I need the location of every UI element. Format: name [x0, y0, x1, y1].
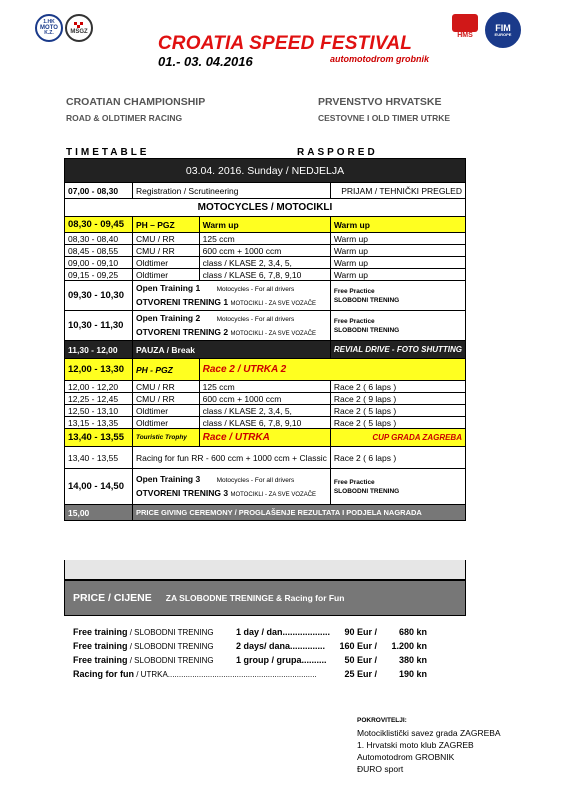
open1-time: 09,30 - 10,30: [65, 281, 133, 311]
tt-head-note: CUP GRADA ZAGREBA: [330, 429, 465, 447]
open2-sub: Motocycles - For all drivers: [216, 315, 295, 323]
warmup-head-note: Warm up: [330, 217, 465, 233]
price-header-left: PRICE / CIJENE: [73, 592, 152, 604]
open2-note-en: Free Practice: [333, 317, 375, 325]
raspored-label: RASPORED: [297, 147, 378, 158]
registration-label-hr: PRIJAM / TEHNIČKI PREGLED: [330, 183, 465, 199]
open3-note-en: Free Practice: [333, 478, 375, 486]
open1-sub-hr: MOTOCIKLI - ZA SVE VOZAČE: [230, 300, 317, 307]
open2-desc: [132, 311, 330, 341]
row-time: 08,45 - 08,55: [65, 245, 133, 257]
row-note: Race 2 ( 5 laps ): [330, 405, 465, 417]
row-category: 125 ccm: [199, 381, 330, 393]
warmup-row: [65, 269, 466, 281]
sponsor-line: Automotodrom GROBNIK: [357, 752, 455, 762]
race-head-event: Race 2 / UTRKA 2: [199, 359, 465, 381]
open1-sub: Motocycles - For all drivers: [216, 285, 295, 293]
sponsor-line: Motociklistički savez grada ZAGREBA: [357, 728, 501, 738]
open1-note: [330, 281, 465, 311]
race-row: [65, 405, 466, 417]
price-eur: 50 Eur /: [344, 655, 377, 665]
row-category: class / KLASE 6, 7,8, 9,10: [199, 269, 330, 281]
header-right-line2: CESTOVNE I OLD TIMER UTRKE: [318, 113, 451, 123]
price-header: [64, 580, 466, 616]
racing-for-fun-row: [65, 447, 466, 469]
msgz-logo: [65, 14, 93, 42]
warmup-row: [65, 233, 466, 245]
row-note: Race 2 ( 5 laps ): [330, 417, 465, 429]
race-head-class: PH - PGZ: [132, 359, 199, 381]
grobnik-logo: automotodrom grobnik: [330, 54, 429, 64]
open1-title: Open Training 1: [135, 282, 201, 293]
price-kn: 190 kn: [398, 669, 427, 679]
open3-note-hr: SLOBODNI TRENING: [333, 487, 400, 495]
row-time: 12,00 - 12,20: [65, 381, 133, 393]
sponsor-line: ĐURO sport: [357, 764, 404, 774]
msgz-logo-label: MSGZ: [70, 28, 88, 35]
warmup-head-event: Warm up: [199, 217, 330, 233]
fim-europe-logo: [485, 12, 521, 48]
row-class: Oldtimer: [132, 417, 199, 429]
open3-title: Open Training 3: [135, 473, 201, 484]
race-head-row: [65, 359, 466, 381]
schedule-table: [64, 158, 466, 521]
open1-title-hr: OTVORENI TRENING 1: [135, 296, 229, 307]
open-training-2-row: [65, 311, 466, 341]
row-note: Race 2 ( 6 laps ): [330, 381, 465, 393]
pause-note: REVIAL DRIVE - FOTO SHUTTING: [330, 341, 465, 359]
row-time: 13,15 - 13,35: [65, 417, 133, 429]
registration-row: [65, 183, 466, 199]
header-right-line1: PRVENSTVO HRVATSKE: [318, 96, 442, 108]
price-eur: 160 Eur /: [339, 641, 377, 651]
hms-logo-label: HMS: [457, 32, 473, 39]
price-unit: 1 group / grupa..........: [236, 655, 327, 665]
row-category: class / KLASE 6, 7,8, 9,10: [199, 417, 330, 429]
row-class: Oldtimer: [132, 257, 199, 269]
open2-note: [330, 311, 465, 341]
fim-logo-label: FIM: [495, 22, 511, 33]
row-note: Warm up: [330, 257, 465, 269]
pause-label: PAUZA / Break: [132, 341, 330, 359]
price-name: Free training: [73, 641, 128, 651]
row-note: Warm up: [330, 269, 465, 281]
sponsors-block: [357, 715, 501, 775]
price-name: Free training: [73, 627, 128, 637]
moto-club-logo-bottom: K.Z.: [44, 30, 54, 36]
page-title: CROATIA SPEED FESTIVAL: [157, 33, 413, 54]
price-eur: 25 Eur /: [344, 669, 377, 679]
sponsor-line: 1. Hrvatski moto klub ZAGREB: [357, 740, 474, 750]
tt-head-time: 13,40 - 13,55: [65, 429, 133, 447]
row-category: class / KLASE 2, 3,4, 5,: [199, 405, 330, 417]
price-eur: 90 Eur /: [344, 627, 377, 637]
row-time: 09,00 - 09,10: [65, 257, 133, 269]
row-category: 600 ccm + 1000 ccm: [199, 393, 330, 405]
race-row: [65, 381, 466, 393]
moto-club-logo: [35, 14, 63, 42]
tt-head-class: Touristic Trophy: [132, 429, 199, 447]
price-kn: 680 kn: [398, 627, 427, 637]
price-kn: 380 kn: [398, 655, 427, 665]
price-spacer: [64, 560, 466, 580]
row-category: class / KLASE 2, 3,4, 5,: [199, 257, 330, 269]
row-class: CMU / RR: [132, 393, 199, 405]
open1-desc: [132, 281, 330, 311]
moto-header-row: [65, 199, 466, 217]
open1-note-hr: SLOBODNI TRENING: [333, 296, 400, 304]
moto-club-logo-main: MOTO: [40, 25, 58, 31]
open3-desc: [132, 469, 330, 505]
open3-sub-hr: MOTOCIKLI - ZA SVE VOZAČE: [230, 491, 317, 498]
registration-label: Registration / Scrutineering: [132, 183, 330, 199]
timetable-label: TIMETABLE: [66, 147, 150, 158]
price-name-hr: / SLOBODNI TRENING: [127, 628, 214, 637]
price-unit: 2 days/ dana..............: [236, 641, 326, 651]
price-name: Racing for fun: [73, 669, 134, 679]
row-note: Warm up: [330, 245, 465, 257]
warmup-head-time: 08,30 - 09,45: [65, 217, 133, 233]
moto-club-logo-top: 1.HK: [43, 19, 55, 25]
row-class: Oldtimer: [132, 269, 199, 281]
fim-logo-sub: EUROPE: [494, 31, 512, 37]
registration-time: 07,00 - 08,30: [65, 183, 133, 199]
open3-note: [330, 469, 465, 505]
row-class: CMU / RR: [132, 245, 199, 257]
row-time: 09,15 - 09,25: [65, 269, 133, 281]
tt-head-event: Race / UTRKA: [199, 429, 330, 447]
day-row: [65, 159, 466, 183]
warmup-row: [65, 257, 466, 269]
row-class: CMU / RR: [132, 233, 199, 245]
row-time: 08,30 - 08,40: [65, 233, 133, 245]
row-note: Warm up: [330, 233, 465, 245]
row-category: 600 ccm + 1000 ccm: [199, 245, 330, 257]
ceremony-row: [65, 505, 466, 521]
tt-row-time: 13,40 - 13,55: [65, 447, 133, 469]
warmup-head-row: [65, 217, 466, 233]
sponsors-title: POKROVITELJI:: [357, 717, 407, 724]
open2-sub-hr: MOTOCIKLI - ZA SVE VOZAČE: [230, 330, 317, 337]
race-row: [65, 417, 466, 429]
price-name-hr: / SLOBODNI TRENING: [127, 642, 214, 651]
event-dates: 01.- 03. 04.2016: [158, 54, 253, 69]
moto-header: MOTOCYCLES / MOTOCIKLI: [65, 199, 466, 217]
price-name: Free training: [73, 655, 128, 665]
warmup-head-class: PH – PGZ: [132, 217, 199, 233]
race-row: [65, 393, 466, 405]
price-kn: 1.200 kn: [391, 641, 427, 651]
race-head-time: 12,00 - 13,30: [65, 359, 133, 381]
pause-row: [65, 341, 466, 359]
tt-row-label: Racing for fun RR - 600 ccm + 1000 ccm + Classic: [132, 447, 330, 469]
header-left-line1: CROATIAN CHAMPIONSHIP: [66, 96, 206, 108]
price-name-hr: / UTRKA...................................................................: [134, 670, 317, 679]
tt-row-note: Race 2 ( 6 laps ): [330, 447, 465, 469]
open1-note-en: Free Practice: [333, 287, 375, 295]
price-name-hr: / SLOBODNI TRENING: [127, 656, 214, 665]
row-time: 12,50 - 13,10: [65, 405, 133, 417]
open3-title-hr: OTVORENI TRENING 3: [135, 487, 229, 498]
open-training-3-row: [65, 469, 466, 505]
touristic-trophy-row: [65, 429, 466, 447]
day-label: 03.04. 2016. Sunday / NEDJELJA: [65, 159, 466, 183]
price-unit: 1 day / dan...................: [236, 627, 331, 637]
warmup-row: [65, 245, 466, 257]
open3-time: 14,00 - 14,50: [65, 469, 133, 505]
ceremony-label: PRICE GIVING CEREMONY / PROGLAŠENJE REZULTATA I PODJELA NAGRADA: [132, 505, 465, 521]
open-training-1-row: [65, 281, 466, 311]
row-time: 12,25 - 12,45: [65, 393, 133, 405]
open2-note-hr: SLOBODNI TRENING: [333, 326, 400, 334]
price-header-right: ZA SLOBODNE TRENINGE & Racing for Fun: [165, 593, 345, 603]
checkered-flag-icon: [74, 22, 84, 29]
header-left-line2: ROAD & OLDTIMER RACING: [66, 113, 183, 123]
open2-time: 10,30 - 11,30: [65, 311, 133, 341]
row-note: Race 2 ( 9 laps ): [330, 393, 465, 405]
row-class: CMU / RR: [132, 381, 199, 393]
row-class: Oldtimer: [132, 405, 199, 417]
pause-time: 11,30 - 12,00: [65, 341, 133, 359]
open2-title-hr: OTVORENI TRENING 2: [135, 326, 229, 337]
hms-logo: [452, 14, 478, 46]
ceremony-time: 15,00: [65, 505, 133, 521]
row-category: 125 ccm: [199, 233, 330, 245]
open2-title: Open Training 2: [135, 312, 201, 323]
open3-sub: Motocycles - For all drivers: [216, 476, 295, 484]
